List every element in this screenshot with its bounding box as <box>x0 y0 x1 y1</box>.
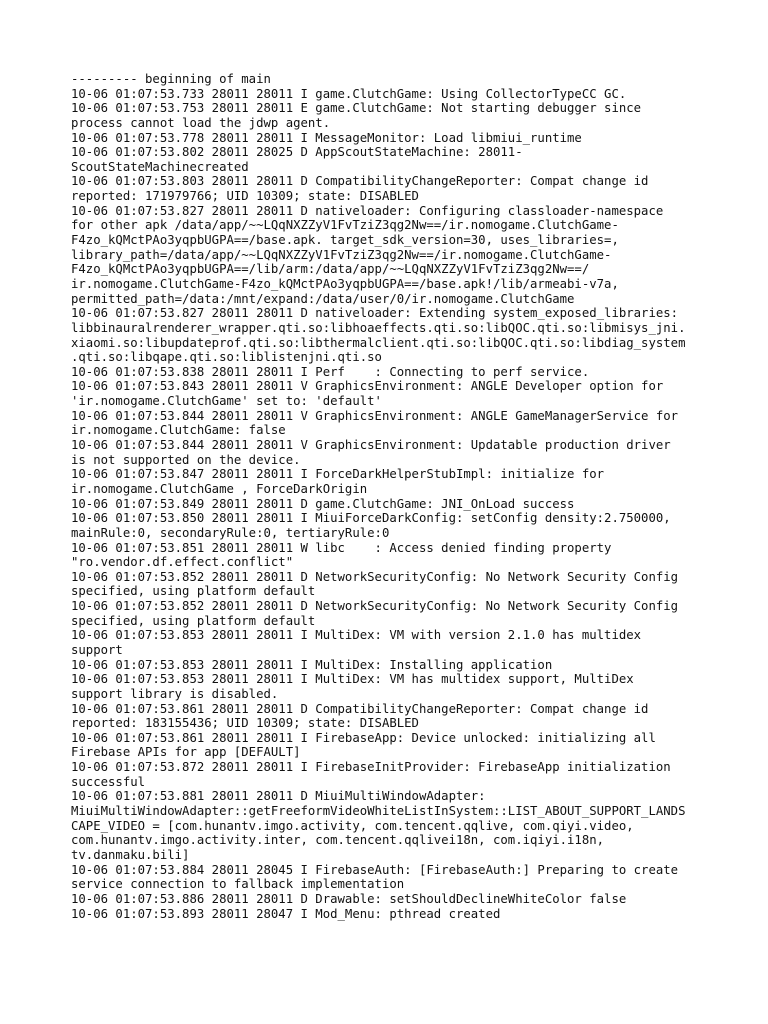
log-line: 10-06 01:07:53.886 28011 28011 D Drawable: setShouldDeclineWhiteColor false <box>71 891 627 906</box>
log-line: ir.nomogame.ClutchGame: false <box>71 423 286 438</box>
log-line: com.hunantv.imgo.activity.inter, com.tencent.qqlivei18n, com.iqiyi.i18n, <box>71 833 605 848</box>
log-line: F4zo_kQMctPAo3yqpbUGPA==/base.apk. target_sdk_version=30, uses_libraries=, <box>71 233 619 248</box>
log-line: MiuiMultiWindowAdapter::getFreeformVideoWhiteListInSystem::LIST_ABOUT_SUPPORT_LANDS <box>71 804 686 819</box>
log-line: 10-06 01:07:53.861 28011 28011 D CompatibilityChangeReporter: Compat change id <box>71 701 649 716</box>
log-line: tv.danmaku.bili] <box>71 847 190 862</box>
log-line: "ro.vendor.df.effect.conflict" <box>71 555 294 570</box>
log-line: mainRule:0, secondaryRule:0, tertiaryRule:0 <box>71 525 390 540</box>
log-line: --------- beginning of main <box>71 72 271 86</box>
log-line: 10-06 01:07:53.827 28011 28011 D nativeloader: Configuring classloader-namespace <box>71 203 664 218</box>
log-line: .qti.so:libqape.qti.so:liblistenjni.qti.so <box>71 350 382 365</box>
log-line: for other apk /data/app/~~LQqNXZZyV1FvTziZ3qg2Nw==/ir.nomogame.ClutchGame- <box>71 218 619 233</box>
log-line: 10-06 01:07:53.861 28011 28011 I FirebaseApp: Device unlocked: initializing all <box>71 730 656 745</box>
log-line: 10-06 01:07:53.852 28011 28011 D NetworkSecurityConfig: No Network Security Config <box>71 569 679 584</box>
log-line: libbinauralrenderer_wrapper.qti.so:libhoaeffects.qti.so:libQOC.qti.so:libmisys_jni. <box>71 320 686 335</box>
log-line: 10-06 01:07:53.844 28011 28011 V GraphicsEnvironment: Updatable production driver <box>71 438 671 453</box>
log-line: 10-06 01:07:53.802 28011 28025 D AppScoutStateMachine: 28011- <box>71 145 523 160</box>
log-line: 10-06 01:07:53.847 28011 28011 I ForceDarkHelperStubImpl: initialize for <box>71 467 605 482</box>
log-line: 10-06 01:07:53.850 28011 28011 I MiuiForceDarkConfig: setConfig density:2.750000, <box>71 511 671 526</box>
log-line: process cannot load the jdwp agent. <box>71 115 331 130</box>
log-line: xiaomi.so:libupdateprof.qti.so:libthermalclient.qti.so:libQOC.qti.so:libdiag_system <box>71 335 686 350</box>
log-line: specified, using platform default <box>71 613 316 628</box>
log-line: F4zo_kQMctPAo3yqpbUGPA==/lib/arm:/data/app/~~LQqNXZZyV1FvTziZ3qg2Nw==/ <box>71 262 590 277</box>
log-line: 10-06 01:07:53.844 28011 28011 V GraphicsEnvironment: ANGLE GameManagerService for <box>71 408 679 423</box>
log-line: 10-06 01:07:53.843 28011 28011 V GraphicsEnvironment: ANGLE Developer option for <box>71 379 664 394</box>
log-line: 10-06 01:07:53.838 28011 28011 I Perf : Connecting to perf service. <box>71 364 590 379</box>
log-line: support library is disabled. <box>71 686 279 701</box>
log-line: permitted_path=/data:/mnt/expand:/data/user/0/ir.nomogame.ClutchGame <box>71 291 575 306</box>
log-line: 10-06 01:07:53.872 28011 28011 I FirebaseInitProvider: FirebaseApp initialization <box>71 760 671 775</box>
log-line: specified, using platform default <box>71 584 316 599</box>
log-line: successful <box>71 774 146 789</box>
log-line: library_path=/data/app/~~LQqNXZZyV1FvTziZ3qg2Nw==/ir.nomogame.ClutchGame- <box>71 247 612 262</box>
log-line: 10-06 01:07:53.852 28011 28011 D NetworkSecurityConfig: No Network Security Config <box>71 599 679 614</box>
log-text-block <box>71 72 711 921</box>
log-line: CAPE_VIDEO = [com.hunantv.imgo.activity, com.tencent.qqlive, com.qiyi.video, <box>71 818 634 833</box>
log-line: Firebase APIs for app [DEFAULT] <box>71 745 301 760</box>
log-line: 10-06 01:07:53.778 28011 28011 I MessageMonitor: Load libmiui_runtime <box>71 130 582 145</box>
log-line: 10-06 01:07:53.853 28011 28011 I MultiDex: VM has multidex support, MultiDex <box>71 672 634 687</box>
log-line: 10-06 01:07:53.853 28011 28011 I MultiDex: VM with version 2.1.0 has multidex <box>71 628 642 643</box>
log-line: ir.nomogame.ClutchGame , ForceDarkOrigin <box>71 481 368 496</box>
log-line: 10-06 01:07:53.893 28011 28047 I Mod_Menu: pthread created <box>71 906 501 921</box>
log-line: reported: 183155436; UID 10309; state: DISABLED <box>71 716 419 731</box>
log-line: 10-06 01:07:53.827 28011 28011 D nativeloader: Extending system_exposed_libraries: <box>71 306 679 321</box>
log-line: 10-06 01:07:53.853 28011 28011 I MultiDex: Installing application <box>71 657 553 672</box>
log-line: 10-06 01:07:53.803 28011 28011 D CompatibilityChangeReporter: Compat change id <box>71 174 649 189</box>
log-line: support <box>71 642 123 657</box>
log-line: 'ir.nomogame.ClutchGame' set to: 'default' <box>71 394 382 409</box>
log-line: 10-06 01:07:53.851 28011 28011 W libc : Access denied finding property <box>71 540 612 555</box>
log-line: ir.nomogame.ClutchGame-F4zo_kQMctPAo3yqpbUGPA==/base.apk!/lib/armeabi-v7a, <box>71 276 619 291</box>
log-line: 10-06 01:07:53.733 28011 28011 I game.ClutchGame: Using CollectorTypeCC GC. <box>71 86 627 101</box>
log-line: service connection to fallback implementation <box>71 877 405 892</box>
log-line: reported: 171979766; UID 10309; state: DISABLED <box>71 189 419 204</box>
log-line: 10-06 01:07:53.753 28011 28011 E game.ClutchGame: Not starting debugger since <box>71 101 642 116</box>
log-line: ScoutStateMachinecreated <box>71 159 249 174</box>
log-line: 10-06 01:07:53.884 28011 28045 I FirebaseAuth: [FirebaseAuth:] Preparing to create <box>71 862 679 877</box>
log-line: 10-06 01:07:53.849 28011 28011 D game.ClutchGame: JNI_OnLoad success <box>71 496 575 511</box>
log-line: 10-06 01:07:53.881 28011 28011 D MiuiMultiWindowAdapter: <box>71 789 486 804</box>
log-line: is not supported on the device. <box>71 452 301 467</box>
